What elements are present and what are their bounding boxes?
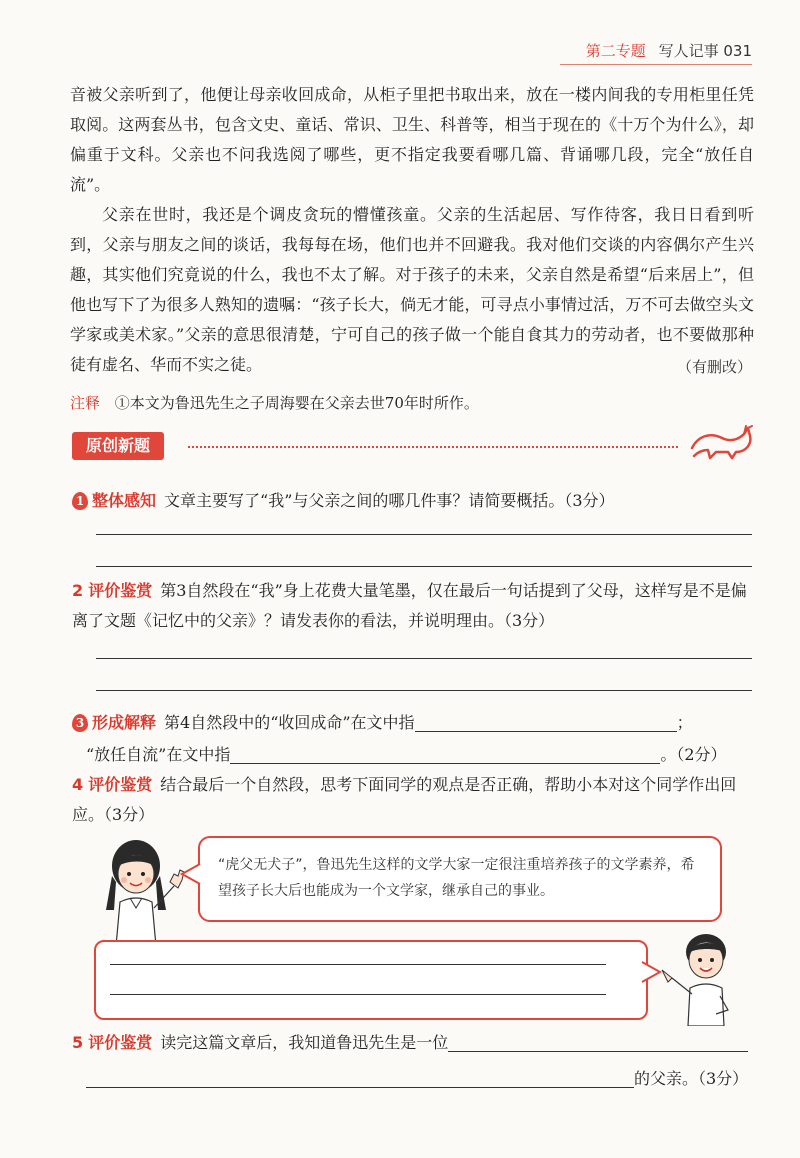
question-5	[72, 1028, 754, 1058]
boy-xiaoben-illustration	[652, 930, 752, 1026]
answer-line[interactable]	[110, 994, 606, 995]
answer-line[interactable]	[110, 964, 606, 965]
question-number: 4	[72, 775, 84, 794]
question-3-line-2	[86, 740, 727, 770]
fill-blank[interactable]	[448, 1031, 748, 1052]
page-header	[586, 40, 752, 61]
question-text: 结合最后一个自然段，思考下面同学的观点是否正确，帮助小本对这个同学作出回应。（3分）	[72, 775, 737, 824]
header-rule	[560, 64, 752, 65]
question-text: 第4自然段中的“收回成命”在文中指	[164, 713, 415, 732]
paragraph: 父亲在世时，我还是个调皮贪玩的懵懂孩童。父亲的生活起居、写作待客，我日日看到听到，父亲与朋友之间的谈话，我每每在场，他们也并不回避我。我对他们交谈的内容偶尔产生兴趣，其实他们究竟说的什么，我也不太了解。对于孩子的未来，父亲自然是希望“后来居上”，但他也写下了为很多人熟知的遗嘱：“孩子长大，倘无才能，可寻点小事情过活，万不可去做空头文学家或美术家。”父亲的意思很清楚，宁可自己的孩子做一个能自食其力的劳动者，也不要做那种徒有虚名、华而不实之徒。	[70, 205, 754, 374]
section-banner: 原创新题	[72, 432, 164, 460]
reading-passage	[70, 80, 754, 380]
question-tag: 评价鉴赏	[88, 1033, 153, 1052]
speech-text: “虎父无犬子”，鲁迅先生这样的文学大家一定很注重培养孩子的文学素养，希望孩子长大后也能成为一个文学家，继承自己的事业。	[218, 857, 695, 899]
classmate-speech-bubble	[198, 836, 722, 922]
question-2	[72, 576, 754, 636]
question-tag: 形成解释	[92, 713, 157, 732]
annotation-text: ①本文为鲁迅先生之子周海婴在父亲去世70年时所作。	[114, 394, 479, 412]
question-number: 2	[72, 581, 84, 600]
fill-blank[interactable]	[230, 743, 660, 764]
answer-line[interactable]	[96, 658, 752, 659]
source-note: （有删改）	[676, 358, 752, 376]
question-1	[72, 486, 615, 516]
question-tag: 评价鉴赏	[88, 775, 153, 794]
question-end: 的父亲。（3分）	[634, 1069, 749, 1088]
question-3	[72, 708, 754, 738]
paragraph: 音被父亲听到了，他便让母亲收回成命，从柜子里把书取出来，放在一楼内间我的专用柜里任凭取阅。这两套丛书，包含文史、童话、常识、卫生、科普等，相当于现在的《十万个为什么》，却偏重于文科。父亲也不问我选阅了哪些，更不指定我要看哪几篇、背诵哪几段，完全“放任自流”。	[70, 85, 754, 194]
annotation	[70, 392, 479, 413]
fill-blank[interactable]	[86, 1067, 634, 1088]
question-end: 。（2分）	[660, 745, 727, 764]
question-4	[72, 770, 754, 830]
answer-line[interactable]	[96, 534, 752, 535]
flame-number-icon: 3	[72, 714, 88, 732]
punctuation: ；	[676, 713, 693, 732]
question-5-line-2	[86, 1064, 748, 1094]
section-label: 第二专题	[585, 42, 646, 60]
bubble-tail	[180, 862, 202, 886]
question-text: 第3自然段在“我”身上花费大量笔墨，仅在最后一句话提到了父母，这样写是不是偏离了文题《记忆中的父亲》？请发表你的看法，并说明理由。（3分）	[72, 581, 747, 630]
question-tag: 整体感知	[92, 491, 157, 510]
answer-line[interactable]	[96, 690, 752, 691]
flame-number-icon: 1	[72, 492, 88, 510]
question-tag: 评价鉴赏	[88, 581, 153, 600]
question-text: 读完这篇文章后，我知道鲁迅先生是一位	[160, 1033, 449, 1052]
banner-dotted-line	[188, 446, 678, 448]
annotation-label: 注释	[70, 394, 101, 412]
question-number: 5	[72, 1033, 84, 1052]
answer-line[interactable]	[96, 566, 752, 567]
header-title: 写人记事 031	[658, 42, 752, 60]
question-text: 文章主要写了“我”与父亲之间的哪几件事？请简要概括。（3分）	[164, 491, 615, 510]
response-speech-bubble	[94, 940, 648, 1020]
fill-blank[interactable]	[415, 711, 677, 732]
girl-student-illustration	[96, 836, 192, 946]
cat-icon	[688, 422, 754, 462]
question-text: “放任自流”在文中指	[86, 745, 231, 764]
